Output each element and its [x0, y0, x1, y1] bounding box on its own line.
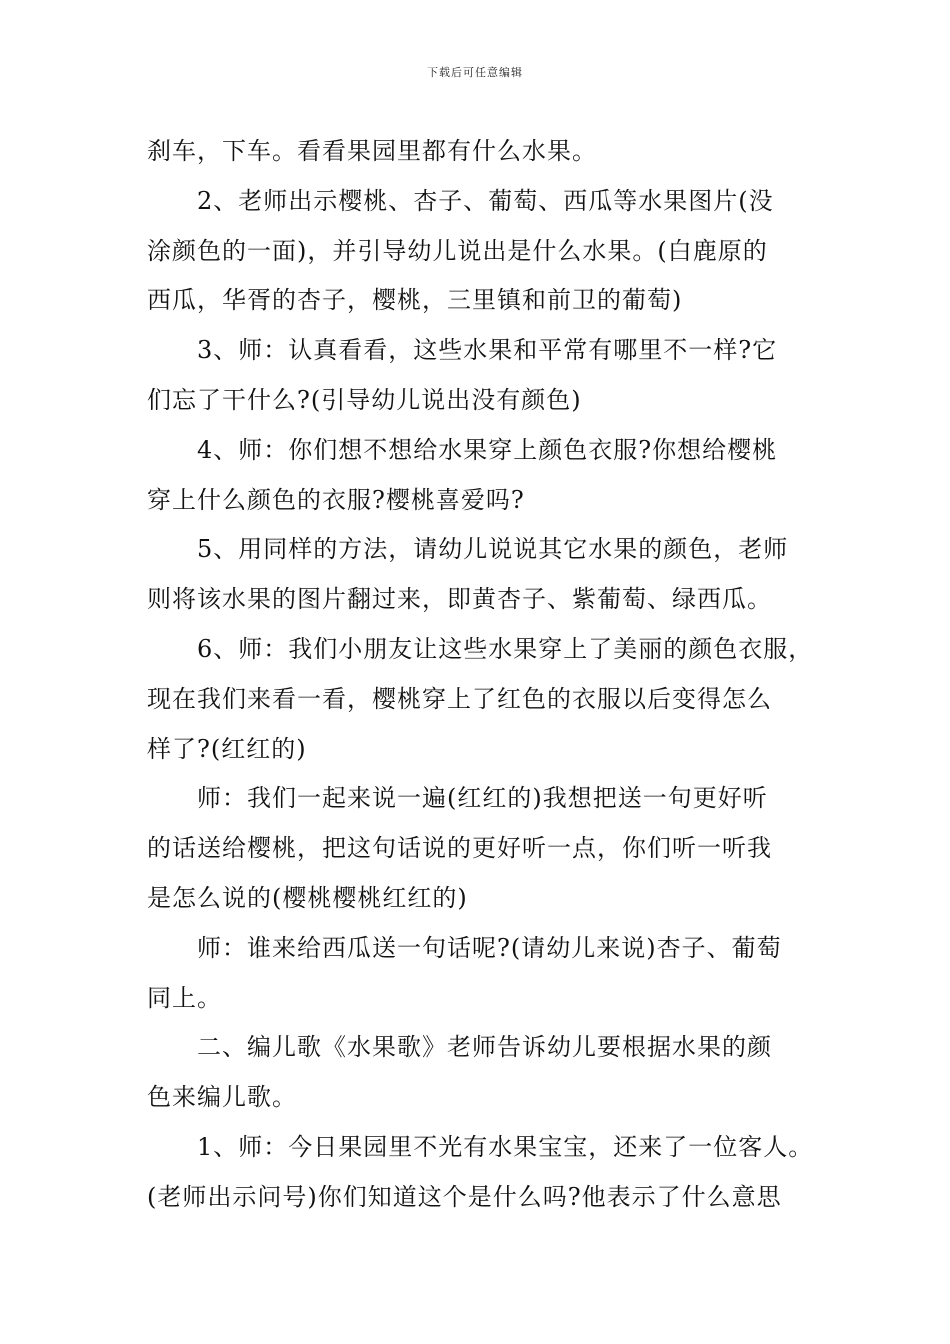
text-line: 5、用同样的方法，请幼儿说说其它水果的颜色，老师: [197, 535, 789, 564]
page-header: 下载后可任意编辑: [427, 66, 523, 79]
text-line: 们忘了干什么?(引导幼儿说出没有颜色): [147, 385, 582, 414]
text-line: 同上。: [147, 983, 222, 1012]
text-line: (老师出示问号)你们知道这个是什么吗?他表示了什么意思: [147, 1182, 782, 1211]
text-line: 则将该水果的图片翻过来，即黄杏子、紫葡萄、绿西瓜。: [147, 585, 772, 614]
text-line: 穿上什么颜色的衣服?樱桃喜爱吗?: [147, 485, 525, 514]
text-line: 二、编儿歌《水果歌》老师告诉幼儿要根据水果的颜: [197, 1033, 772, 1062]
text-line: 色来编儿歌。: [147, 1083, 297, 1112]
text-line: 是怎么说的(樱桃樱桃红红的): [147, 883, 468, 912]
text-line: 6、师：我们小朋友让这些水果穿上了美丽的颜色衣服，: [197, 634, 814, 663]
text-line: 西瓜，华胥的杏子，樱桃，三里镇和前卫的葡萄): [147, 286, 683, 315]
text-line: 1、师：今日果园里不光有水果宝宝，还来了一位客人。: [197, 1132, 814, 1161]
document-body: [147, 127, 817, 1223]
text-line: 4、师：你们想不想给水果穿上颜色衣服?你想给樱桃: [197, 435, 778, 464]
text-line: 现在我们来看一看，樱桃穿上了红色的衣服以后变得怎么: [147, 684, 772, 713]
text-line: 2、老师出示樱桃、杏子、葡萄、西瓜等水果图片(没: [197, 186, 774, 215]
text-line: 3、师：认真看看，这些水果和平常有哪里不一样?它: [197, 336, 778, 365]
text-line: 样了?(红红的): [147, 734, 307, 763]
text-line: 的话送给樱桃，把这句话说的更好听一点，你们听一听我: [147, 834, 772, 863]
text-line: 师：谁来给西瓜送一句话呢?(请幼儿来说)杏子、葡萄: [197, 933, 782, 962]
text-line: 涂颜色的一面)，并引导幼儿说出是什么水果。(白鹿原的: [147, 236, 768, 265]
text-line: 刹车，下车。看看果园里都有什么水果。: [147, 137, 597, 165]
text-line: 师：我们一起来说一遍(红红的)我想把送一句更好听: [197, 784, 768, 813]
